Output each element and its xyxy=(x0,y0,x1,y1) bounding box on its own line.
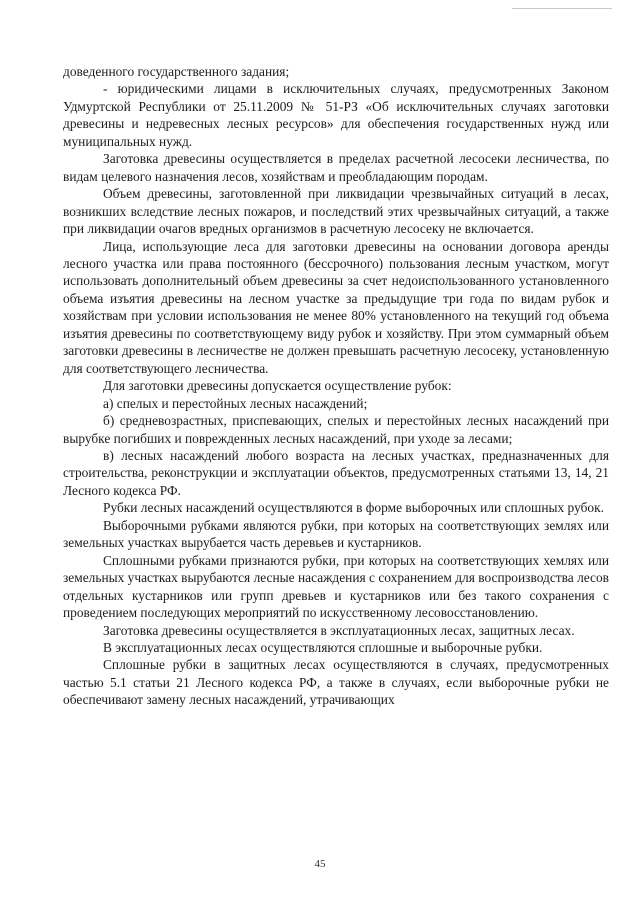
paragraph-12: Сплошными рубками признаются рубки, при которых на соответствующих хемлях или земельных участках вырубаются лесные насаждения с сохранением для воспроизводства лесов отдельных кустарников или групп древьев и кустарников или без такого сохранения с проведением последующих мероприятий по искусственному лесовосстановлению. xyxy=(63,552,609,621)
page-number: 45 xyxy=(314,858,326,870)
paragraph-14: В эксплуатационных лесах осуществляются сплошные и выборочные рубки. xyxy=(103,639,543,655)
paragraph-10: Рубки лесных насаждений осуществляются в форме выборочных или сплошных рубок. xyxy=(103,500,604,516)
paragraph-1: доведенного государственного задания; xyxy=(63,64,290,79)
body-text xyxy=(63,63,609,709)
paragraph-13: Заготовка древесины осуществляется в эксплуатационных лесах, защитных лесах. xyxy=(103,622,575,638)
paragraph-8: б) средневозрастных, приспевающих, спелых и перестойных лесных насаждений при вырубке погибших и поврежденных лесных насаждений, при уходе за лесами; xyxy=(63,413,609,446)
paragraph-4: Объем древесины, заготовленной при ликвидации чрезвычайных ситуаций в лесах, возникших вследствие лесных пожаров, и последствий этих чрезвычайных ситуаций, а также при ликвидации очагов вредных организмов в расчетную лесосеку не включается. xyxy=(63,186,609,237)
paragraph-7: а) спелых и перестойных лесных насаждений; xyxy=(103,395,368,411)
paragraph-3: Заготовка древесины осуществляется в пределах расчетной лесосеки лесничества, по видам целевого назначения лесов, хозяйствам и преобладающим породам. xyxy=(63,151,609,184)
top-edge-rule xyxy=(512,8,612,9)
paragraph-15: Сплошные рубки в защитных лесах осуществляются в случаях, предусмотренных частью 5.1 статьи 21 Лесного кодекса РФ, а также в случаях, если выборочные рубки не обеспечивают замену лесных насаждений, утрачивающих xyxy=(63,657,609,708)
paragraph-11: Выборочными рубками являются рубки, при которых на соответствующих землях или земельных участках вырубается часть деревьев и кустарников. xyxy=(63,517,609,551)
paragraph-5: Лица, использующие леса для заготовки древесины на основании договора аренды лесного участка или права постоянного (бессрочного) пользования лесным участком, могут использовать дополнительный объем древесины за счет недоиспользованного установленного объема изъятия древесины на лесном участке за предыдущие три года по видам рубок и хозяйствам при условии использования не менее 80% установленного на текущий год объема изъятия древесины по соответствующему виду рубок и хозяйству. При этом суммарный объем заготовки древесины в лесничестве не должен превышать расчетную лесосеку, установленную для соответствующего лесничества. xyxy=(63,238,609,376)
paragraph-9: в) лесных насаждений любого возраста на лесных участках, предназначенных для строительства, реконструкции и эксплуатации объектов, предусмотренных статьями 13, 14, 21 Лесного кодекса РФ. xyxy=(63,447,609,498)
paragraph-2: - юридическими лицами в исключительных случаях, предусмотренных Законом Удмуртской Республики от 25.11.2009 № 51-РЗ «Об исключительных случаях заготовки древесины и недревесных лесных ресурсов» для обеспечения государственных нужд или муниципальных нужд. xyxy=(63,81,609,149)
paragraph-6: Для заготовки древесины допускается осуществление рубок: xyxy=(103,378,452,394)
